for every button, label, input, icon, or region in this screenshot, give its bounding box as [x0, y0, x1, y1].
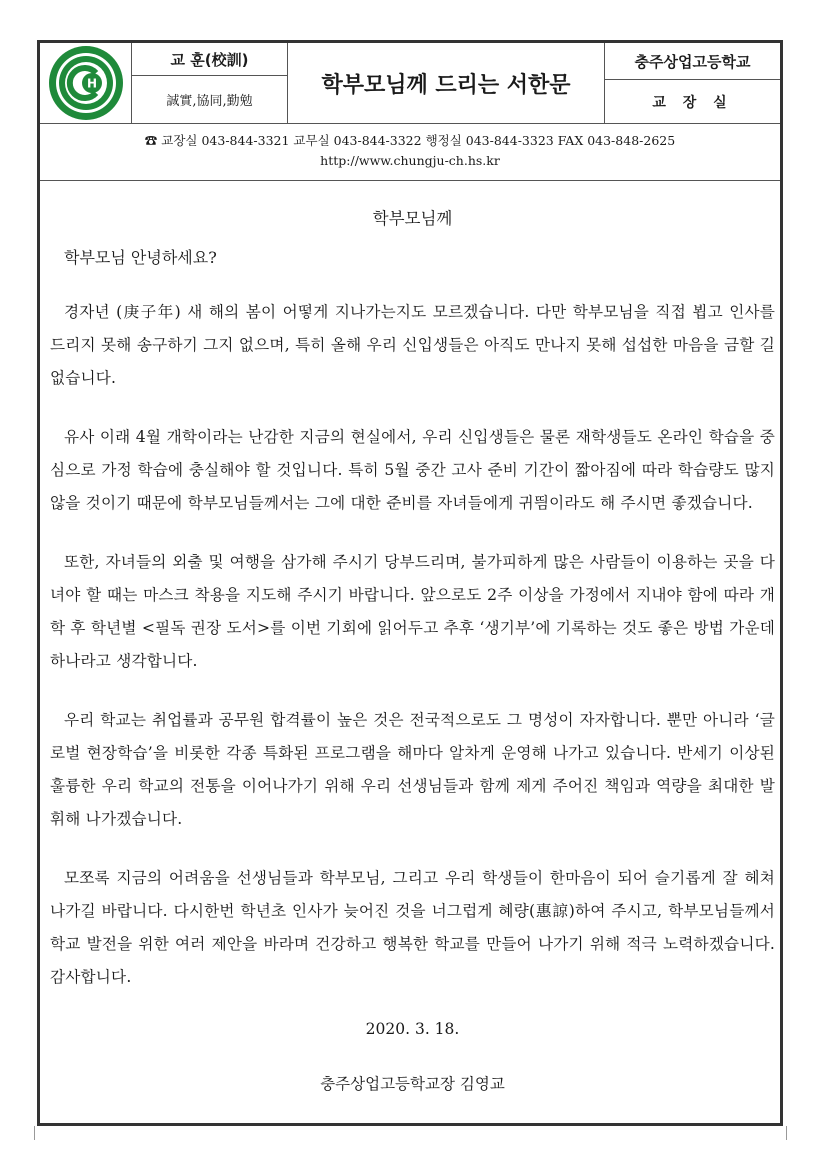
letterhead: [40, 43, 780, 124]
page-title: 학부모님께 드리는 서한문: [288, 43, 605, 123]
office-name: 교 장 실: [652, 94, 733, 111]
paragraph: 경자년 (庚子年) 새 해의 봄이 어떻게 지나가는지도 모르겠습니다. 다만 학부모님을 직접 뵙고 인사를 드리지 못해 송구하기 그지 없으며, 특히 올해 우리 신입생들은 아직도 만나지 못해 섭섭한 마음을 금할 길 없습니다.: [50, 303, 775, 387]
contact-phones: ☎ 교장실 043-844-3321 교무실 043-844-3322 행정실 043-844-3323 FAX 043-848-2625: [144, 133, 676, 148]
school-url[interactable]: http://www.chungju-ch.hs.kr: [320, 153, 500, 168]
paragraph: 모쪼록 지금의 어려움을 선생님들과 학부모님, 그리고 우리 학생들이 한마음이 되어 슬기롭게 잘 헤쳐 나가길 바랍니다. 다시한번 학년초 인사가 늦어진 것을 너그럽게 혜량(惠諒)하여 주시고, 학부모님들께서 학교 발전을 위한 여러 제안을 바라며 건강하고 행복한 학교를 만들어 나가기 위해 적극 노력하겠습니다. 감사합니다.: [50, 869, 775, 986]
svg-text:H: H: [86, 76, 98, 91]
school-emblem: [40, 43, 132, 123]
paragraph: 우리 학교는 취업률과 공무원 합격률이 높은 것은 전국적으로도 그 명성이 자자합니다. 뿐만 아니라 ‘글로벌 현장학습’을 비롯한 각종 특화된 프로그램을 해마다 알차게 운영해 나가고 있습니다. 반세기 이상된 훌륭한 우리 학교의 전통을 이어나가기 위해 우리 선생님들과 함께 제게 주어진 책임과 역량을 최대한 발휘해 나가겠습니다.: [50, 711, 775, 828]
school-emblem-icon: [40, 43, 132, 123]
contact-info: [40, 123, 780, 181]
motto-heading: 교 훈(校訓): [132, 43, 288, 76]
school-name: 충주상업고등학교: [605, 43, 780, 80]
page-corner-mark: [20, 1126, 35, 1140]
page-corner-mark: [786, 1126, 801, 1140]
salutation-title: 학부모님께: [372, 209, 453, 228]
letter-body: [50, 193, 775, 1094]
greeting: 학부모님 안녕하세요?: [64, 248, 217, 267]
letter-date: 2020. 3. 18.: [365, 1020, 460, 1038]
paragraph: 유사 이래 4월 개학이라는 난감한 지금의 현실에서, 우리 신입생들은 물론 재학생들도 온라인 학습을 중심으로 가정 학습에 충실해야 할 것입니다. 특히 5월 중간 고사 준비 기간이 짧아짐에 따라 학습량도 많지 않을 것이기 때문에 학부모님들께서는 그에 대한 준비를 자녀들에게 귀띔이라도 해 주시면 좋겠습니다.: [50, 428, 775, 512]
signature: 충주상업고등학교장 김영교: [320, 1075, 505, 1093]
letter-frame: [37, 40, 783, 1126]
motto-values: 誠實,協同,勤勉: [132, 76, 288, 123]
paragraph: 또한, 자녀들의 외출 및 여행을 삼가해 주시기 당부드리며, 불가피하게 많은 사람들이 이용하는 곳을 다녀야 할 때는 마스크 착용을 지도해 주시기 바랍니다. 앞으로도 2주 이상을 가정에서 지내야 함에 따라 개학 후 학년별 <필독 권장 도서>를 이번 기회에 읽어두고 추후 ‘생기부’에 기록하는 것도 좋은 방법 가운데 하나라고 생각합니다.: [50, 553, 775, 670]
